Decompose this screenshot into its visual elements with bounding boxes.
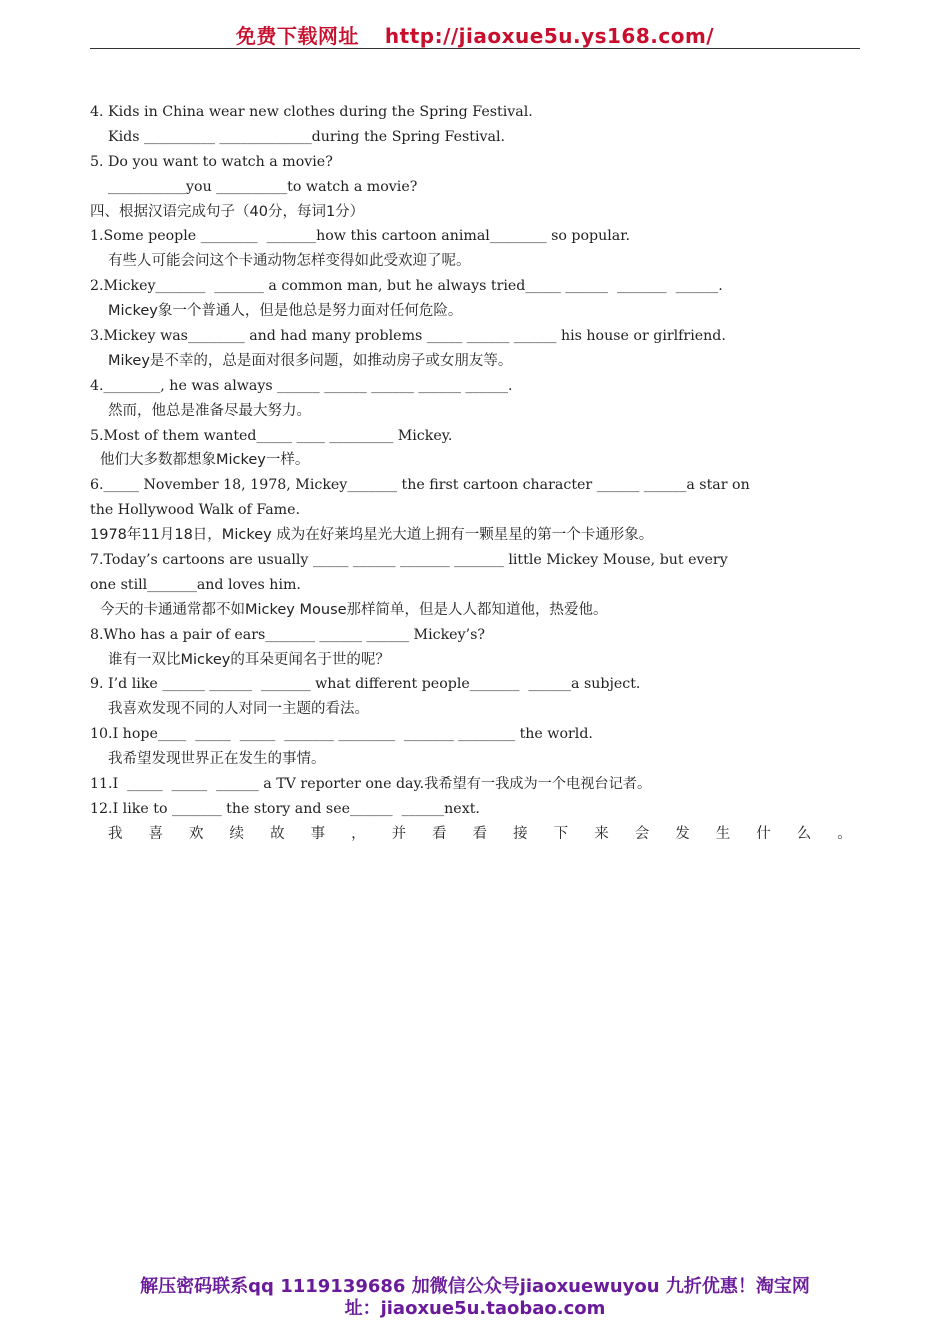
justified-char: 故	[270, 825, 285, 842]
chinese-prompt-line: 谁有一双比Mickey的耳朵更闻名于世的呢？	[108, 651, 390, 668]
exercise-line: 3.Mickey was________ and had many problems _____ ______ ______ his house or girlfriend.	[90, 328, 726, 345]
justified-char: 续	[229, 825, 245, 842]
justified-char: 生	[715, 825, 731, 842]
justified-char: 并	[391, 825, 407, 842]
chinese-prompt-line: 今天的卡通通常都不如Mickey Mouse那样简单，但是人人都知道他，热爱他。	[100, 601, 608, 618]
chinese-prompt-line: 1978年11月18日，Mickey 成为在好莱坞星光大道上拥有一颗星星的第一个卡通形象。	[90, 527, 654, 544]
exercise-line: Kids __________ _____________during the Spring Festival.	[108, 128, 506, 145]
exercise-line: 5. Do you want to watch a movie?	[90, 153, 333, 170]
exercise-line: 7.Today’s cartoons are usually _____ ______ _______ _______ little Mickey Mouse, but every	[90, 552, 728, 569]
chinese-prompt-line: 我喜欢发现不同的人对同一主题的看法。	[108, 701, 369, 718]
justified-char: 什	[756, 825, 771, 842]
justified-char: 我	[108, 825, 123, 842]
justified-char: 看	[472, 825, 488, 842]
chinese-prompt-line-justified	[90, 822, 860, 847]
justified-char: 么	[796, 825, 812, 842]
header-divider	[90, 48, 860, 49]
chinese-prompt-line: 四、根据汉语完成句子（40分，每词1分）	[90, 203, 365, 220]
justified-char: 看	[432, 825, 447, 842]
exercise-line: one still_______and loves him.	[90, 576, 301, 593]
justified-char: 事	[310, 825, 326, 842]
exercise-line: 5.Most of them wanted_____ ____ _________ Mickey.	[90, 427, 453, 444]
exercise-line: the Hollywood Walk of Fame.	[90, 502, 301, 519]
justified-char: 发	[675, 825, 690, 842]
footer-line-1: 解压密码联系qq 1119139686 加微信公众号jiaoxuewuyou 九折优惠！淘宝网	[140, 1276, 810, 1297]
exercise-line: 8.Who has a pair of ears_______ ______ ______ Mickey’s?	[90, 626, 485, 643]
exercise-line: 1.Some people ________ _______how this cartoon animal________ so popular.	[90, 228, 630, 245]
justified-char: ，	[351, 825, 366, 842]
justified-char: 会	[634, 825, 650, 842]
exercise-line: 6._____ November 18, 1978, Mickey_______ the first cartoon character ______ ______a star on	[90, 477, 750, 494]
exercise-line: 4.________, he was always ______ ______ ______ ______ ______.	[90, 377, 513, 394]
exercise-line: 12.I like to _______ the story and see______ ______next.	[90, 800, 480, 817]
justified-char: 来	[594, 825, 609, 842]
worksheet-body	[90, 100, 860, 847]
justified-char: 喜	[148, 825, 164, 842]
justified-char: 。	[837, 825, 852, 842]
exercise-line: 2.Mickey_______ _______ a common man, but he always tried_____ ______ _______ ______.	[90, 278, 723, 295]
chinese-prompt-line: 他们大多数都想象Mickey一样。	[100, 452, 310, 469]
page-footer	[90, 1276, 860, 1320]
header-url-link[interactable]: http://jiaoxue5u.ys168.com/	[384, 24, 715, 48]
chinese-prompt-line: Mickey象一个普通人，但是他总是努力面对任何危险。	[108, 303, 463, 320]
footer-line-2: 址：jiaoxue5u.taobao.com	[344, 1298, 606, 1319]
exercise-line: 11.I _____ _____ ______ a TV reporter one day.我希望有一我成为一个电视台记者。	[90, 776, 652, 793]
justified-char: 下	[553, 825, 569, 842]
exercise-line: 10.I hope____ _____ _____ _______ ________ _______ ________ the world.	[90, 726, 593, 743]
chinese-prompt-line: 有些人可能会问这个卡通动物怎样变得如此受欢迎了呢。	[108, 253, 471, 270]
justified-char: 接	[513, 825, 528, 842]
chinese-prompt-line: 然而，他总是准备尽最大努力。	[108, 402, 311, 419]
exercise-line: ___________you __________to watch a movie?	[108, 178, 418, 195]
header-label: 免费下载网址	[235, 24, 359, 48]
chinese-prompt-line: Mikey是不幸的，总是面对很多问题，如推动房子或女朋友等。	[108, 352, 513, 369]
justified-char: 欢	[189, 825, 204, 842]
exercise-line: 4. Kids in China wear new clothes during the Spring Festival.	[90, 104, 533, 120]
chinese-prompt-line: 我希望发现世界正在发生的事情。	[108, 751, 326, 768]
page-header	[0, 20, 950, 49]
exercise-line: 9. I’d like ______ ______ _______ what different people_______ ______a subject.	[90, 676, 641, 693]
